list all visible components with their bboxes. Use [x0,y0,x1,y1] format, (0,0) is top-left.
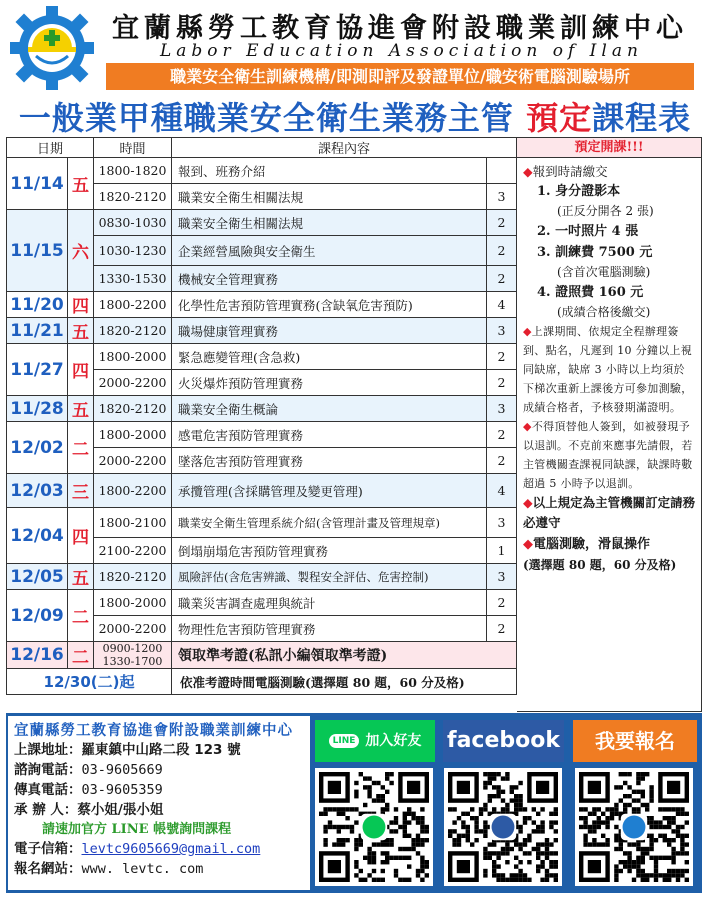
line-icon: LINE [329,734,360,748]
row-time: 1820-2120 [94,564,172,590]
fax-value: 03-9605359 [81,782,163,798]
facebook-qr-code[interactable] [444,768,562,886]
contact-person-value: 蔡小姐/張小姐 [77,802,164,818]
exam-time-1: 0900-1200 [102,642,163,655]
row-time: 2100-2200 [94,538,172,564]
row-weekday: 二 [68,590,94,642]
row-time: 1820-2120 [94,396,172,422]
diamond-icon: ◆ [523,537,533,552]
row-hours: 4 [486,292,516,318]
email-link[interactable]: levtc9605669@gmail.com [81,841,261,857]
row-date: 12/03 [7,474,68,508]
notice-signin-rule [523,417,696,493]
table-row [7,590,517,616]
exam-time-2: 1330-1700 [102,655,163,668]
row-time: 2000-2200 [94,448,172,474]
row-hours: 4 [486,474,516,508]
qr-pattern-facebook [448,772,558,882]
exam-weekday: 二 [68,642,94,669]
signup-qr-code[interactable] [575,768,693,886]
row-time: 2000-2200 [94,616,172,642]
address-value: 羅東鎮中山路二段 123 號 [81,742,241,758]
line-note: 請速加官方 LINE 帳號詢問課程 [42,822,232,837]
row-time: 1800-2100 [94,508,172,538]
row-hours: 2 [486,266,516,292]
address-label: 上課地址： [14,742,82,758]
line-add-friend-button[interactable] [315,720,435,762]
notice-head-text: 報到時請繳交 [532,164,608,179]
exam-date: 12/16 [7,642,68,669]
row-course: 職業災害調查處理與統計 [172,590,487,616]
contact-fax [14,780,304,800]
table-row [7,508,517,538]
row-weekday: 五 [68,564,94,590]
notice-computer-test [523,535,696,555]
website-link[interactable]: www. levtc. com [81,861,204,877]
row-course: 火災爆炸預防管理實務 [172,370,487,396]
diamond-icon: ◆ [523,420,532,433]
row-hours: 2 [486,590,516,616]
table-row [7,474,517,508]
row-course: 墜落危害預防管理實務 [172,448,487,474]
contact-person-label: 承 辦 人： [14,802,78,818]
title-highlight: 預定 [526,99,593,137]
notice-item: 1. 身分證影本 [537,184,621,199]
notice-para-1: 上課期間、依規定全程辦理簽到、點名，凡遲到 10 分鐘以上視同缺席，缺席 3 小時以上均須於下梯次重新上課後方可參加測驗，成績合格者，予核發期滿證明。 [523,325,693,414]
diamond-icon: ◆ [523,495,533,510]
header-course: 課程內容 [172,138,517,158]
notice-item: 2. 一吋照片 4 張 [537,224,639,239]
org-name-en: Labor Education Association of Ilan [160,41,643,61]
row-weekday: 六 [68,210,94,292]
org-description-bar: 職業安全衛生訓練機構/即測即評及發證單位/職安術電腦測驗場所 [106,63,694,90]
table-row [7,344,517,370]
row-date: 11/14 [7,158,68,210]
row-date: 11/27 [7,344,68,396]
qr-pattern-signup [579,772,689,882]
fax-label: 傳真電話： [14,782,82,798]
row-time: 1800-2000 [94,590,172,616]
row-course: 職業安全衛生相關法規 [172,210,487,236]
row-weekday: 二 [68,422,94,474]
row-hours [486,158,516,184]
contact-email [14,839,304,859]
table-row [7,564,517,590]
table-row [7,422,517,448]
row-course: 物理性危害預防管理實務 [172,616,487,642]
row-hours: 2 [486,370,516,396]
row-course: 風險評估(含危害辨識、製程安全評估、危害控制) [172,564,487,590]
notice-head [523,162,696,181]
row-date: 11/20 [7,292,68,318]
test-row [7,669,517,695]
notice-para-2: 不得頂替他人簽到，如被發現予以退訓。不克前來應事先請假，若主管機關查課視同缺課，缺課時數超過 5 小時予以退訓。 [523,420,693,490]
row-hours: 2 [486,236,516,266]
notice-para-4b: (選擇題 80 題，60 分及格) [523,558,677,572]
line-qr-code[interactable] [315,768,433,886]
schedule-table [6,137,517,695]
notice-para-4a: 電腦測驗，滑鼠操作 [533,537,651,552]
notice-item: 4. 證照費 160 元 [537,285,644,300]
row-time: 1800-2000 [94,344,172,370]
row-weekday: 四 [68,508,94,564]
row-course: 職場健康管理實務 [172,318,487,344]
row-time: 1820-2120 [94,318,172,344]
row-time: 0830-1030 [94,210,172,236]
row-date: 12/05 [7,564,68,590]
exam-course: 領取準考證(私訊小編領取準考證) [172,642,517,669]
row-course: 報到、班務介紹 [172,158,487,184]
contact-address [14,740,304,760]
notice-item-sub: (成績合格後繳交) [557,305,651,319]
line-button-label: 加入好友 [365,733,422,749]
row-date: 12/04 [7,508,68,564]
row-course: 倒塌崩塌危害預防管理實務 [172,538,487,564]
org-logo [6,4,98,92]
contact-title: 宜蘭縣勞工教育協進會附設職業訓練中心 [14,722,293,739]
row-course: 承攬管理(含採購管理及變更管理) [172,474,487,508]
row-date: 12/09 [7,590,68,642]
row-course: 職業安全衛生管理系統介紹(含管理計畫及管理規章) [172,508,487,538]
row-weekday: 四 [68,344,94,396]
row-time: 1330-1530 [94,266,172,292]
contact-phone [14,760,304,780]
row-hours: 1 [486,538,516,564]
table-row [7,318,517,344]
notice-item-sub: (含首次電腦測驗) [557,265,651,279]
row-weekday: 五 [68,396,94,422]
row-time: 2000-2200 [94,370,172,396]
row-course: 緊急應變管理(含急救) [172,344,487,370]
title-part-1: 一般業甲種職業安全衛生業務主管 [18,99,527,137]
notice-item: 3. 訓練費 7500 元 [537,245,653,260]
row-weekday: 三 [68,474,94,508]
contact-website [14,859,304,879]
row-hours: 3 [486,396,516,422]
signup-button[interactable]: 我要報名 [573,720,697,762]
row-time: 1820-2120 [94,184,172,210]
notice-title: 預定開課!!! [517,138,701,158]
row-hours: 3 [486,184,516,210]
test-course: 依准考證時間電腦測驗(選擇題 80 題，60 分及格) [172,669,517,695]
title-part-2: 課程表 [592,99,692,137]
exam-time [94,642,172,669]
notice-attendance-rule [523,322,696,417]
notice-item-sub: (正反分開各 2 張) [557,204,654,218]
row-time: 1030-1230 [94,236,172,266]
page-title [10,93,700,139]
row-course: 機械安全管理實務 [172,266,487,292]
row-weekday: 五 [68,318,94,344]
notice-body [517,158,701,575]
facebook-button[interactable]: facebook [443,720,564,762]
contact-person [14,800,304,820]
row-hours: 2 [486,616,516,642]
row-time: 1800-1820 [94,158,172,184]
row-hours: 2 [486,448,516,474]
row-weekday: 四 [68,292,94,318]
row-date: 12/02 [7,422,68,474]
row-date: 11/15 [7,210,68,292]
row-course: 職業安全衛生概論 [172,396,487,422]
phone-label: 諮詢電話： [14,762,82,778]
table-header-row [7,138,517,158]
row-date: 11/21 [7,318,68,344]
contact-box [8,716,310,890]
test-date: 12/30(二)起 [7,669,172,695]
row-date: 11/28 [7,396,68,422]
row-time: 1800-2200 [94,474,172,508]
row-course: 職業安全衛生相關法規 [172,184,487,210]
row-time: 1800-2000 [94,422,172,448]
website-label: 報名網站： [14,861,82,877]
row-hours: 2 [486,210,516,236]
row-course: 企業經營風險與安全衛生 [172,236,487,266]
row-weekday: 五 [68,158,94,210]
org-name: 宜蘭縣勞工教育協進會附設職業訓練中心 [112,13,688,44]
row-course: 化學性危害預防管理實務(含缺氧危害預防) [172,292,487,318]
row-hours: 2 [486,422,516,448]
phone-value[interactable]: 03-9605669 [81,762,163,778]
row-hours: 2 [486,344,516,370]
table-row [7,292,517,318]
qr-pattern-line [319,772,429,882]
diamond-icon: ◆ [523,325,532,338]
diamond-icon: ◆ [523,164,533,179]
table-row [7,396,517,422]
notice-panel [517,137,702,712]
table-row [7,210,517,236]
table-row [7,158,517,184]
header-date: 日期 [7,138,94,158]
notice-para-3: 以上規定為主管機關訂定請務必遵守 [523,495,696,530]
row-hours: 3 [486,564,516,590]
row-time: 1800-2200 [94,292,172,318]
email-label: 電子信箱： [14,841,82,857]
exam-row [7,642,517,669]
row-hours: 3 [486,508,516,538]
row-course: 感電危害預防管理實務 [172,422,487,448]
notice-compliance [523,493,696,533]
header-time: 時間 [94,138,172,158]
row-hours: 3 [486,318,516,344]
